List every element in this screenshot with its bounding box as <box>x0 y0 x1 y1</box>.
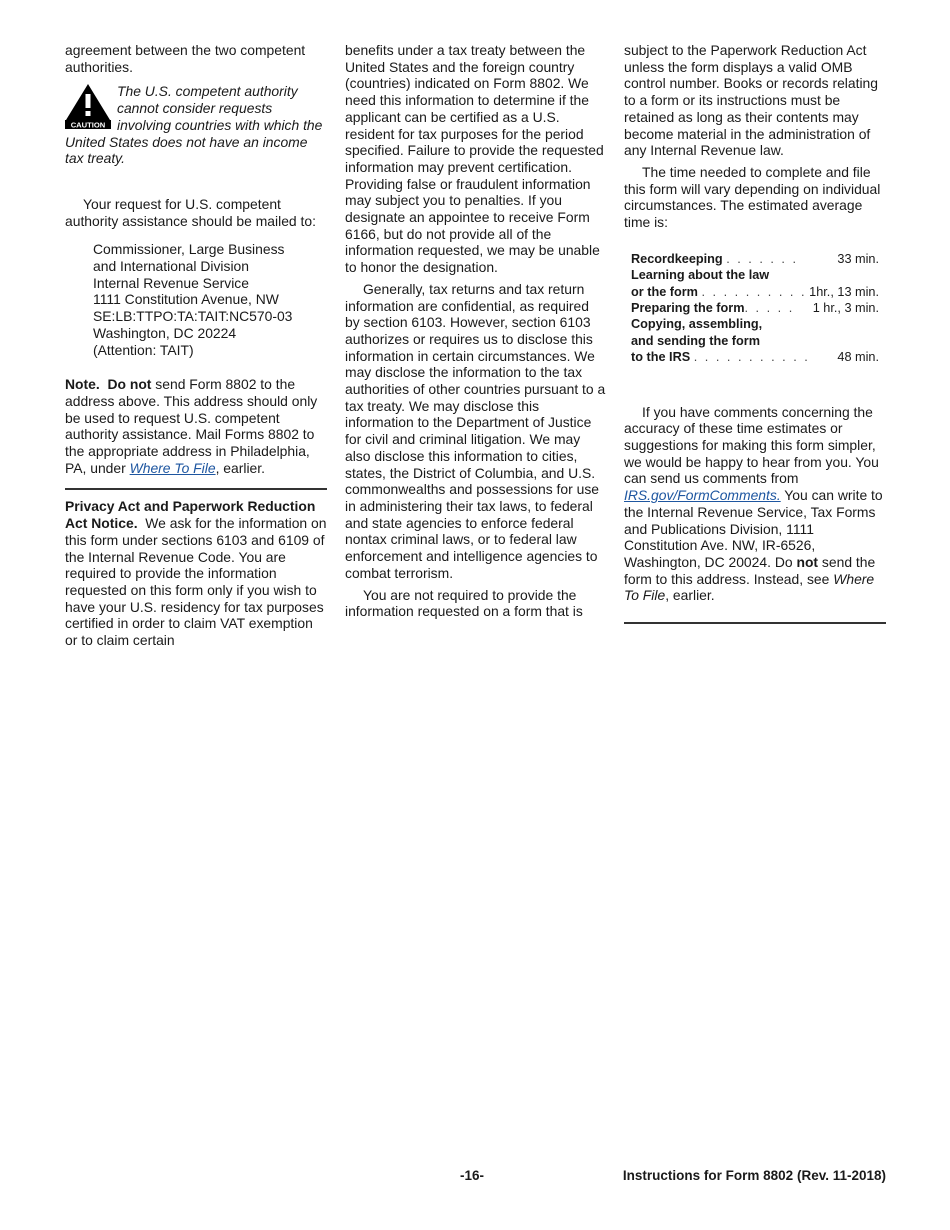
caution-icon <box>65 83 111 129</box>
section-divider <box>65 488 327 490</box>
end-rule <box>624 622 886 624</box>
note-paragraph <box>65 376 327 476</box>
address-line: SE:LB:TTPO:TA:TAIT:NC570-03 <box>93 308 293 325</box>
time-value: 48 min. <box>837 350 879 365</box>
time-label: or the form <box>631 284 698 299</box>
paragraph-mail-request: Your request for U.S. competent authority assistance should be mailed to: <box>65 195 316 229</box>
paragraph-treaty-benefits: benefits under a tax treaty between the United States and the foreign country (countries) indicated on Form 8802. We need this information to determine if the applicant can be certified as a U.S. resident for tax purposes for the period specified. Failure to provide the requested information may prevent certification. Providing false or fraudulent information may subject you to penalties. If you designate an appointee to receive Form 6166, but do not provide all of the information requested, we may be unable to honor the designation. <box>345 42 604 276</box>
caution-text: The U.S. competent authority cannot consider requests involving countries with which the United States does not have an income tax treaty. <box>65 83 323 167</box>
comments-text: send the form to this address. Instead, see <box>624 553 876 587</box>
time-value: 1hr., 13 min. <box>809 284 879 299</box>
irs-mailing-address <box>93 241 327 358</box>
time-label: and sending the form <box>631 333 760 348</box>
time-estimates-table <box>631 251 879 366</box>
comments-text: , earlier. <box>665 587 715 604</box>
paragraph-agreement: agreement between the two competent authorities. <box>65 42 306 75</box>
time-row-recordkeeping <box>631 251 879 267</box>
paragraph-time-needed: The time needed to complete and file this form will vary depending on individual circumstances. The estimated average time is: <box>624 163 881 231</box>
address-line: Commissioner, Large Business <box>93 241 285 258</box>
time-value: 33 min. <box>837 251 879 266</box>
time-label: Preparing the form <box>631 300 745 315</box>
form-comments-link[interactable]: IRS.gov/FormComments. <box>624 487 781 504</box>
address-line: and International Division <box>93 258 249 275</box>
privacy-text: We ask for the information on this form under sections 6103 and 6109 of the Internal Revenue Code. You are required to provide the information requested on this form only if you wish to have your U.S. residency for tax purposes certified in order to claim VAT exemption or to claim certain <box>65 515 327 649</box>
emphasis-not: not <box>796 553 819 570</box>
time-label: Copying, assembling, <box>631 317 763 332</box>
leader-dots: . . . . . . . <box>726 251 799 266</box>
note-label: Note. <box>65 376 100 393</box>
leader-dots: . . . . . . . . . . . <box>693 350 810 365</box>
column-1 <box>65 42 327 649</box>
leader-dots: . . . . . . . . . . <box>701 284 807 299</box>
comments-text: You can write to the Internal Revenue Service, Tax Forms and Publications Division, 1111 Constitution Ave. NW, IR-6526, Washington, DC 20024. Do <box>624 487 883 570</box>
note-text: send Form 8802 to the address above. This address should only be used to request U.S. competent authority assistance. Mail Forms 8802 to the appropriate address in Philadelphia, PA, under <box>65 376 318 476</box>
time-row-learning <box>631 267 879 300</box>
time-label: to the IRS <box>631 350 691 365</box>
caution-label: CAUTION <box>70 120 106 130</box>
paragraph-paperwork: subject to the Paperwork Reduction Act unless the form displays a valid OMB control number. Books or records relating to a form or its instructions must be retained as long as their contents may become material in the administration of any Internal Revenue law. <box>624 42 879 159</box>
where-to-file-link[interactable]: Where To File <box>129 459 216 476</box>
address-line: Washington, DC 20224 <box>93 324 237 341</box>
time-row-copying <box>631 316 879 365</box>
paragraph-not-required: You are not required to provide the information requested on a form that is <box>345 586 583 620</box>
address-line: Internal Revenue Service <box>93 274 249 291</box>
column-2 <box>345 42 607 620</box>
time-label: Recordkeeping <box>631 251 723 266</box>
privacy-heading: Privacy Act and Paperwork Reduction Act Notice. <box>65 498 316 532</box>
column-3 <box>624 42 886 624</box>
address-line: 1111 Constitution Avenue, NW <box>93 291 279 308</box>
time-value: 1 hr., 3 min. <box>812 300 879 315</box>
form-title-footer: Instructions for Form 8802 (Rev. 11-2018) <box>622 1168 886 1183</box>
page-number: -16- <box>460 1168 485 1183</box>
note-text-end: , earlier. <box>215 459 265 476</box>
leader-dots: . . . . . <box>744 300 795 315</box>
address-line: (Attention: TAIT) <box>93 341 194 358</box>
comments-text: If you have comments concerning the accuracy of these time estimates or suggestions for making this form simpler, we would be happy to hear from you. You can send us comments from <box>624 403 879 487</box>
paragraph-confidentiality: Generally, tax returns and tax return information are confidential, as required by section 6103. However, section 6103 authorizes or requires us to disclose this information in certain circumstances. We may disclose the information to the tax authorities of other countries pursuant to a tax treaty. We may disclose this information to the Department of Justice for civil and criminal litigation. We may also disclose this information to cities, states, the District of Columbia, and U.S. commonwealths and possessions for use in administering their tax laws, to federal and state agencies to enforce federal nontax criminal laws, or to federal law enforcement and intelligence agencies to combat terrorism. <box>345 280 606 581</box>
paragraph-comments <box>624 404 886 604</box>
note-do-not: Do not <box>107 376 152 393</box>
time-row-preparing <box>631 300 879 316</box>
privacy-paragraph <box>65 498 327 648</box>
where-to-file-ref: Where To File <box>624 570 875 604</box>
time-label: Learning about the law <box>631 268 770 283</box>
caution-box <box>65 83 327 167</box>
